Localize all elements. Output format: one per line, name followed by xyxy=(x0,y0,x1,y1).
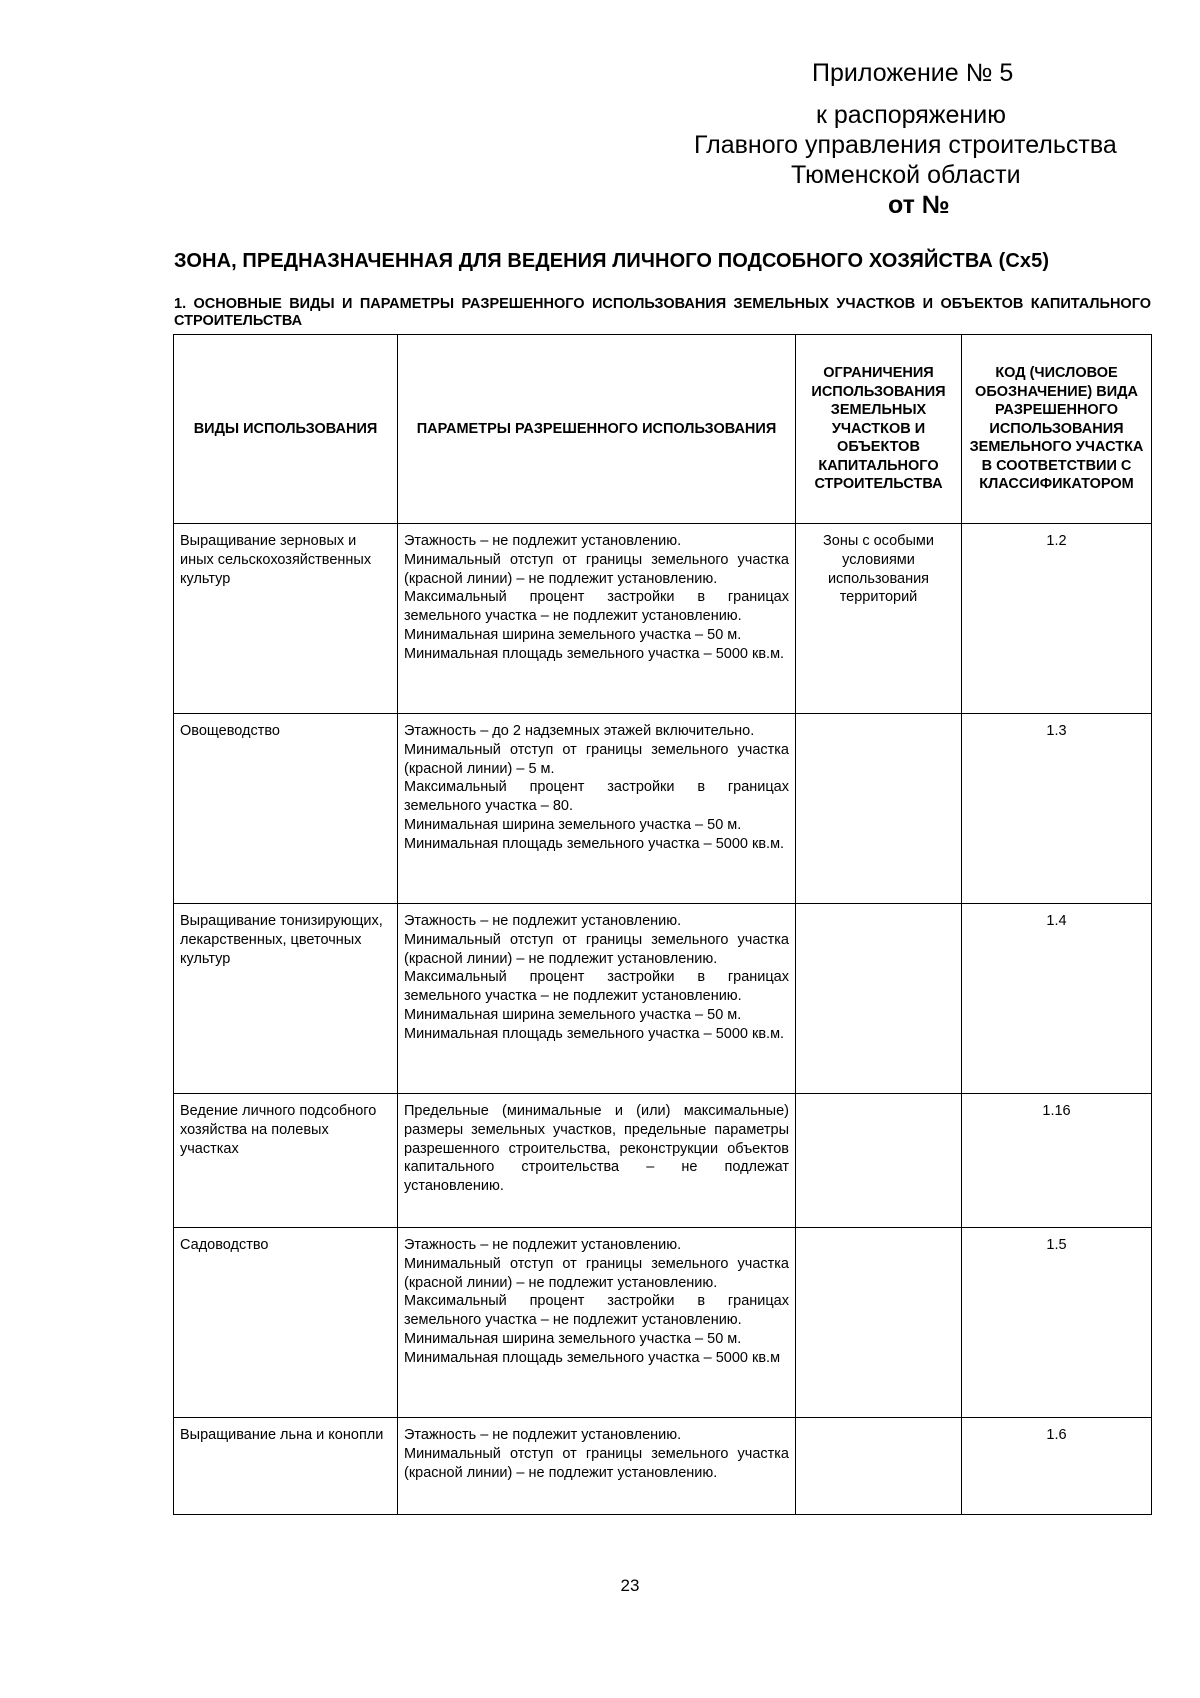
parameters-cell xyxy=(398,1418,796,1515)
parameters-cell xyxy=(398,524,796,714)
restrictions-cell-merged xyxy=(796,1228,962,1418)
header-parameters: ПАРАМЕТРЫ РАЗРЕШЕННОГО ИСПОЛЬЗОВАНИЯ xyxy=(398,335,796,524)
land-use-table xyxy=(173,334,1152,1515)
parameter-line: Минимальный отступ от границы земельного участка (красной линии) – не подлежит установлению. xyxy=(404,1255,789,1291)
parameter-line: Минимальный отступ от границы земельного участка (красной линии) – не подлежит установлению. xyxy=(404,931,789,967)
restrictions-cell: Зоны с особыми условиями использования территорий xyxy=(796,524,962,714)
parameters-cell xyxy=(398,904,796,1094)
restrictions-cell-merged xyxy=(796,714,962,904)
table-row xyxy=(174,1228,1152,1418)
parameter-line: Предельные (минимальные и (или) максимальные) размеры земельных участков, предельные параметры разрешенного строительства, реконструкции объектов капитального строительства – не подлежат установлению. xyxy=(404,1103,789,1195)
header-code: КОД (ЧИСЛОВОЕ ОБОЗНАЧЕНИЕ) ВИДА РАЗРЕШЕННОГО ИСПОЛЬЗОВАНИЯ ЗЕМЕЛЬНОГО УЧАСТКА В СООТВЕТСТВИИ С КЛАССИФИКАТОРОМ xyxy=(962,335,1152,524)
use-type-cell: Садоводство xyxy=(174,1228,398,1418)
parameter-line: Этажность – до 2 надземных этажей включительно. xyxy=(404,723,755,739)
use-type-cell: Выращивание льна и конопли xyxy=(174,1418,398,1515)
parameter-line: Минимальная площадь земельного участка – 5000 кв.м xyxy=(404,1349,781,1366)
parameter-line: Максимальный процент застройки в границах земельного участка – не подлежит установлению. xyxy=(404,589,789,625)
parameter-line: Минимальный отступ от границы земельного участка (красной линии) – не подлежит установлению. xyxy=(404,551,789,587)
parameter-line: Этажность – не подлежит установлению. xyxy=(404,1237,682,1253)
classifier-code-cell: 1.2 xyxy=(962,524,1152,714)
classifier-code-cell: 1.16 xyxy=(962,1094,1152,1228)
parameter-line: Минимальная площадь земельного участка – 5000 кв.м. xyxy=(404,835,785,852)
appendix-line-authority: Главного управления строительства xyxy=(694,131,1117,159)
parameter-line: Минимальная ширина земельного участка – 50 м. xyxy=(404,1006,742,1023)
parameter-line: Минимальный отступ от границы земельного участка (красной линии) – не подлежит установлению. xyxy=(404,1445,789,1481)
header-restrictions: ОГРАНИЧЕНИЯ ИСПОЛЬЗОВАНИЯ ЗЕМЕЛЬНЫХ УЧАСТКОВ И ОБЪЕКТОВ КАПИТАЛЬНОГО СТРОИТЕЛЬСТВА xyxy=(796,335,962,524)
parameter-line: Этажность – не подлежит установлению. xyxy=(404,533,682,549)
parameter-line: Минимальный отступ от границы земельного участка (красной линии) – 5 м. xyxy=(404,741,789,777)
parameter-line: Минимальная ширина земельного участка – 50 м. xyxy=(404,816,742,833)
restrictions-cell-merged xyxy=(796,1094,962,1228)
table-row xyxy=(174,524,1152,714)
use-type-cell: Овощеводство xyxy=(174,714,398,904)
appendix-line-order: к распоряжению xyxy=(816,101,1006,129)
table-row xyxy=(174,714,1152,904)
zone-title: ЗОНА, ПРЕДНАЗНАЧЕННАЯ ДЛЯ ВЕДЕНИЯ ЛИЧНОГО ПОДСОБНОГО ХОЗЯЙСТВА (Сх5) xyxy=(174,250,1050,272)
parameters-cell xyxy=(398,1094,796,1228)
table-row xyxy=(174,904,1152,1094)
parameter-line: Минимальная площадь земельного участка – 5000 кв.м. xyxy=(404,645,785,662)
restrictions-cell-merged xyxy=(796,1418,962,1515)
table-row xyxy=(174,1094,1152,1228)
parameter-line: Максимальный процент застройки в границах земельного участка – не подлежит установлению. xyxy=(404,1293,789,1329)
table-header-row xyxy=(174,335,1152,524)
section-title: 1. ОСНОВНЫЕ ВИДЫ И ПАРАМЕТРЫ РАЗРЕШЕННОГО ИСПОЛЬЗОВАНИЯ ЗЕМЕЛЬНЫХ УЧАСТКОВ И ОБЪЕКТОВ КАПИТАЛЬНОГО СТРОИТЕЛЬСТВА xyxy=(174,296,1151,329)
use-type-cell: Выращивание зерновых и иных сельскохозяйственных культур xyxy=(174,524,398,714)
use-type-cell: Ведение личного подсобного хозяйства на полевых участках xyxy=(174,1094,398,1228)
restrictions-cell-merged xyxy=(796,904,962,1094)
parameter-line: Этажность – не подлежит установлению. xyxy=(404,1427,682,1443)
appendix-number: Приложение № 5 xyxy=(812,59,1014,87)
appendix-line-region: Тюменской области xyxy=(791,161,1021,189)
parameter-line: Максимальный процент застройки в границах земельного участка – 80. xyxy=(404,779,789,815)
parameter-line: Этажность – не подлежит установлению. xyxy=(404,913,682,929)
appendix-line-date-number: от № xyxy=(888,191,950,219)
use-type-cell: Выращивание тонизирующих, лекарственных, цветочных культур xyxy=(174,904,398,1094)
classifier-code-cell: 1.3 xyxy=(962,714,1152,904)
classifier-code-cell: 1.4 xyxy=(962,904,1152,1094)
classifier-code-cell: 1.5 xyxy=(962,1228,1152,1418)
parameters-cell xyxy=(398,1228,796,1418)
header-use-types: ВИДЫ ИСПОЛЬЗОВАНИЯ xyxy=(174,335,398,524)
table-row xyxy=(174,1418,1152,1515)
page-number: 23 xyxy=(620,1576,640,1595)
parameter-line: Минимальная ширина земельного участка – 50 м. xyxy=(404,1330,742,1347)
parameter-line: Минимальная ширина земельного участка – 50 м. xyxy=(404,626,742,643)
parameters-cell xyxy=(398,714,796,904)
parameter-line: Максимальный процент застройки в границах земельного участка – не подлежит установлению. xyxy=(404,969,789,1005)
parameter-line: Минимальная площадь земельного участка – 5000 кв.м. xyxy=(404,1025,785,1042)
classifier-code-cell: 1.6 xyxy=(962,1418,1152,1515)
